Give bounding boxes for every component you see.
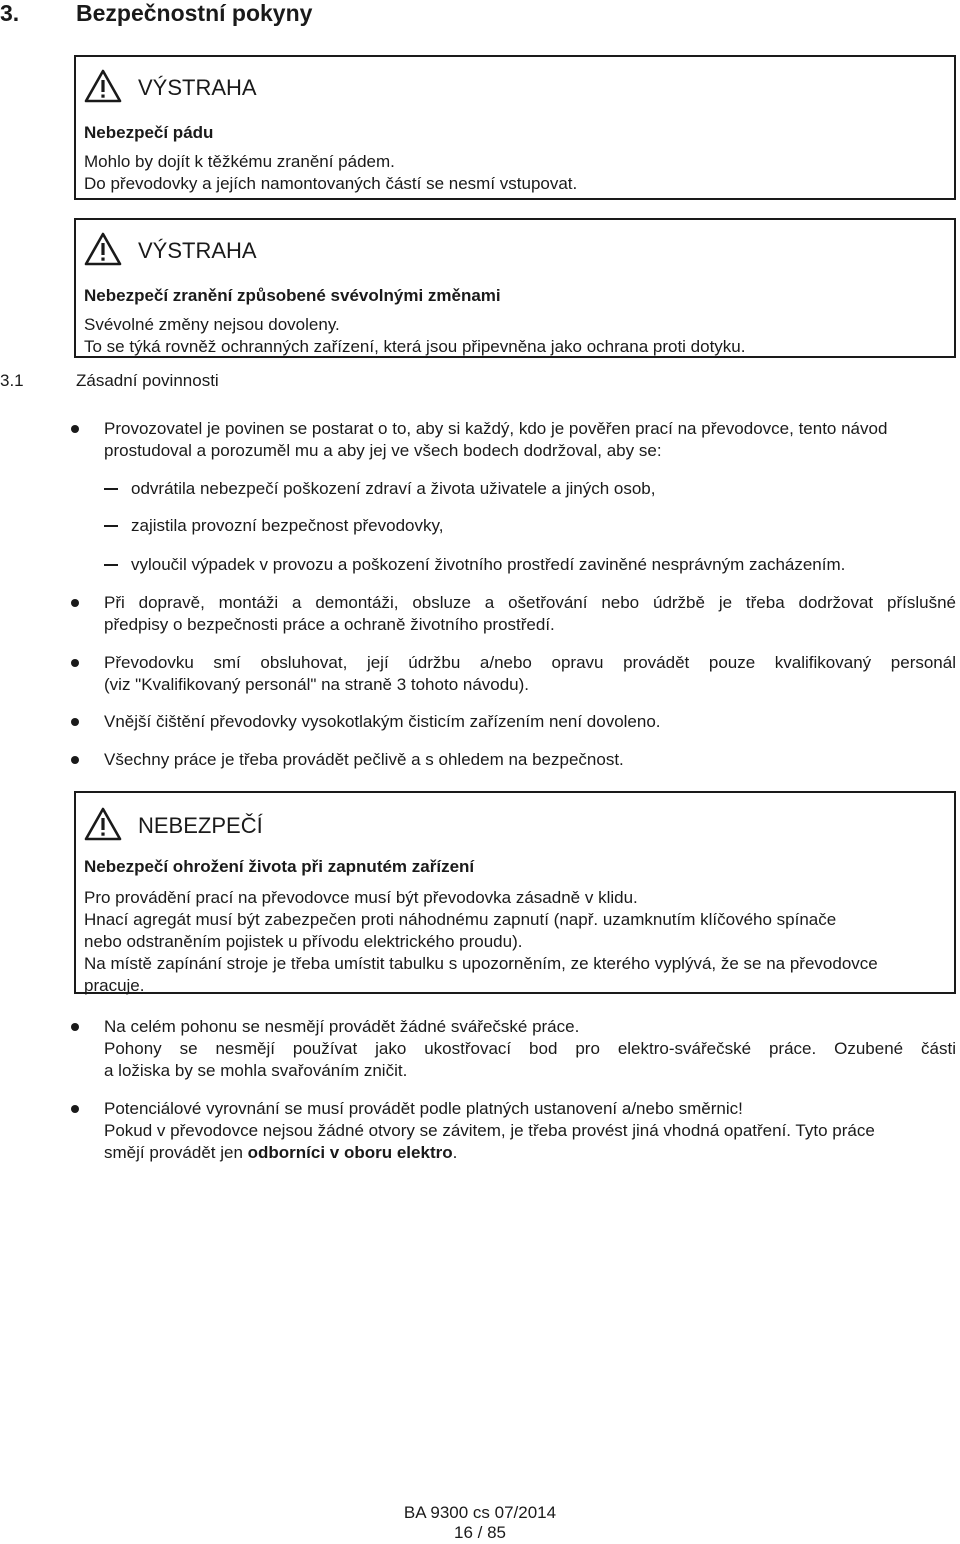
bullet-dot <box>71 1023 79 1031</box>
text-line: Pokud v převodovce nejsou žádné otvory se závitem, je třeba provést jiná vhodná opatření. Tyto práce <box>104 1121 875 1140</box>
warning-text-line: Do převodovky a jejích namontovaných částí se nesmí vstupovat. <box>84 174 578 193</box>
section-heading <box>0 370 219 392</box>
bullet-dot <box>71 425 79 433</box>
warning-text-line: Mohlo by dojít k těžkému zranění pádem. <box>84 152 395 171</box>
text-fragment: . <box>452 1143 458 1162</box>
text-line: Vnější čištění převodovky vysokotlakým čisticím zařízením není dovoleno. <box>104 712 661 731</box>
text-line: prostudoval a porozuměl mu a aby jej ve všech bodech dodržoval, aby se: <box>104 441 662 460</box>
list-item <box>104 711 956 733</box>
text-line: Převodovku smí obsluhovat, její údržbu a/nebo opravu provádět pouze kvalifikovaný personál <box>104 653 956 672</box>
list-item <box>104 652 956 696</box>
text-line: Všechny práce je třeba provádět pečlivě a s ohledem na bezpečnost. <box>104 750 624 769</box>
bullet-dot <box>71 1105 79 1113</box>
sub-list-item: vyloučil výpadek v provozu a poškození životního prostředí zaviněné nesprávným zacházením. <box>131 555 846 574</box>
danger-text-line: Hnací agregát musí být zabezpečen proti náhodnému zapnutí (např. uzamknutím klíčového spínače <box>84 910 837 929</box>
danger-text-line: Pro provádění prací na převodovce musí být převodovka zásadně v klidu. <box>84 888 638 907</box>
heading-number: 3. <box>0 0 20 26</box>
text-fragment: smějí provádět jen <box>104 1143 248 1162</box>
text-line: předpisy o bezpečnosti práce a ochraně životního prostředí. <box>104 615 555 634</box>
bullet-dot <box>71 659 79 667</box>
dash-marker <box>104 564 118 566</box>
list-item <box>104 749 956 771</box>
list-item <box>104 592 956 636</box>
warning-box-changes <box>74 218 956 358</box>
emphasis-text: odborníci v oboru elektro <box>247 1143 453 1162</box>
danger-box <box>74 791 956 994</box>
list-item <box>104 1098 956 1164</box>
warning-text-line: To se týká rovněž ochranných zařízení, která jsou připevněna jako ochrana proti dotyku. <box>84 337 746 356</box>
text-line <box>104 1142 956 1164</box>
text-line: Pohony se nesmějí používat jako ukostřovací bod pro elektro-svářečské práce. Ozubené části <box>104 1039 956 1058</box>
text-line: Při dopravě, montáži a demontáži, obsluze a ošetřování nebo údržbě je třeba dodržovat příslušné <box>104 593 956 612</box>
warning-box-fall <box>74 55 956 200</box>
section-number: 3.1 <box>0 371 24 390</box>
warning-triangle-icon <box>84 232 122 266</box>
text-line: (viz "Kvalifikovaný personál" na straně 3 tohoto návodu). <box>104 675 530 694</box>
danger-title: NEBEZPEČÍ <box>138 813 263 838</box>
text-line: Provozovatel je povinen se postarat o to, aby si každý, kdo je pověřen prací na převodovce, tento návod <box>104 419 888 438</box>
warning-triangle-icon <box>84 69 122 103</box>
warning-subtitle: Nebezpečí pádu <box>84 123 214 142</box>
bullet-dot <box>71 756 79 764</box>
danger-text-line: nebo odstraněním pojistek u přívodu elektrického proudu). <box>84 932 523 951</box>
dash-marker <box>104 525 118 527</box>
text-line: a ložiska by se mohla svařováním zničit. <box>104 1061 408 1080</box>
sub-list-item: odvrátila nebezpečí poškození zdraví a života uživatele a jiných osob, <box>131 479 656 498</box>
warning-triangle-icon <box>84 807 122 841</box>
warning-title: VÝSTRAHA <box>138 75 257 100</box>
bullet-dot <box>71 599 79 607</box>
danger-text-line: Na místě zapínání stroje je třeba umístit tabulku s upozorněním, ze kterého vyplývá, že se na převodovce <box>84 954 878 973</box>
section-title: Zásadní povinnosti <box>76 371 219 390</box>
page-heading <box>0 0 312 26</box>
warning-title: VÝSTRAHA <box>138 238 257 263</box>
danger-subtitle: Nebezpečí ohrožení života při zapnutém zařízení <box>84 857 475 876</box>
heading-title: Bezpečnostní pokyny <box>76 0 313 26</box>
list-item <box>104 418 956 462</box>
list-item <box>104 1016 956 1082</box>
footer-page-number: 16 / 85 <box>454 1523 506 1542</box>
warning-subtitle: Nebezpečí zranění způsobené svévolnými změnami <box>84 286 501 305</box>
warning-text-line: Svévolné změny nejsou dovoleny. <box>84 315 340 334</box>
text-line: Potenciálové vyrovnání se musí provádět podle platných ustanovení a/nebo směrnic! <box>104 1099 743 1118</box>
dash-marker <box>104 488 118 490</box>
text-line: Na celém pohonu se nesmějí provádět žádné svářečské práce. <box>104 1017 580 1036</box>
footer-doc-id: BA 9300 cs 07/2014 <box>403 1503 557 1522</box>
danger-text-line: pracuje. <box>84 976 145 995</box>
bullet-dot <box>71 718 79 726</box>
sub-list-item: zajistila provozní bezpečnost převodovky, <box>131 516 444 535</box>
